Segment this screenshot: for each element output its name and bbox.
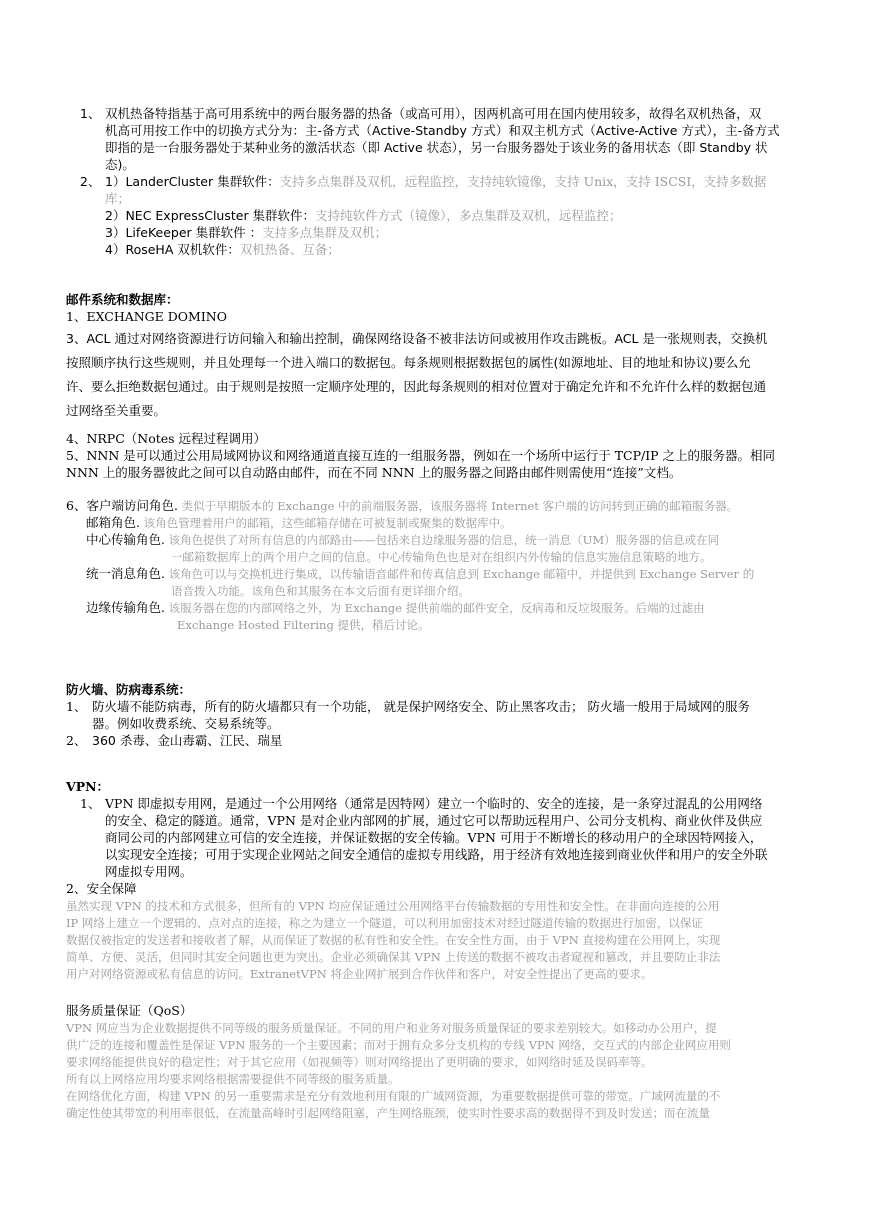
vpn-qos-line-6: 确定性使其带宽的利用率很低，在流量高峰时引起网络阻塞，产生网络瓶颈，使实时性要求高的数据得不到及时发送；而在流量	[66, 1106, 710, 1120]
vpn-security-line-3: 数据仅被指定的发送者和接收者了解，从而保证了数据的私有性和安全性。在安全性方面，由于 VPN 直接构建在公用网上，实现	[66, 933, 721, 947]
role-unified-messaging-name: 统一消息角色.	[86, 566, 165, 581]
vpn-security-line-2: IP 网络上建立一个逻辑的、点对点的连接，称之为建立一个隧道，可以利用加密技术对经过隧道传输的数据进行加密，以保证	[66, 916, 703, 930]
ha-item-1-line-3: 即指的是一台服务器处于某种业务的激活状态（即 Active 状态），另一台服务器处于该业务的备用状态（即 Standby 状	[105, 140, 768, 155]
cluster-software-1-name: 1）LanderCluster 集群软件：	[105, 174, 280, 189]
vpn-item-1-line-5: 网虚拟专用网。	[105, 864, 193, 879]
vpn-item-1-line-3: 商同公司的内部网建立可信的安全连接，并保证数据的安全传输。VPN 可用于不断增长的移动用户的全球因特网接入，	[105, 830, 763, 845]
role-mailbox-name: 邮箱角色.	[86, 515, 140, 530]
vpn-security-line-4: 简单、方便、灵活，但同时其安全问题也更为突出。企业必须确保其 VPN 上传送的数据不被攻击者窥视和篡改，并且要防止非法	[66, 950, 721, 964]
firewall-item-2-line-1: 360 杀毒、金山毒霸、江民、瑞星	[92, 733, 283, 748]
cluster-software-3	[105, 225, 387, 241]
cluster-software-4-name: 4）RoseHA 双机软件：	[105, 242, 240, 257]
cluster-software-1	[105, 174, 766, 190]
role-unified-messaging-desc-cont: 语音拨入功能。该角色和其服务在本文后面有更详细介绍。	[171, 584, 470, 598]
vpn-security-heading: 2、安全保障	[66, 881, 137, 896]
cluster-software-4	[105, 242, 340, 258]
ha-item-1-number: 1、	[80, 106, 101, 121]
vpn-item-1-line-4: 以实现安全连接；可用于实现企业网站之间安全通信的虚拟专用线路，用于经济有效地连接到商业伙伴和用户的安全外联	[105, 847, 768, 862]
role-client-access	[66, 498, 738, 514]
vpn-item-1-line-1: VPN 即虚拟专用网，是通过一个公用网络（通常是因特网）建立一个临时的、安全的连接，是一条穿过混乱的公用网络	[105, 796, 763, 811]
cluster-software-3-desc: 支持多点集群及双机；	[262, 225, 388, 240]
firewall-item-1-line-1: 防火墙不能防病毒，所有的防火墙都只有一个功能， 就是保护网络安全、防止黑客攻击； 防火墙一般用于局域网的服务	[92, 699, 750, 714]
nrpc-line: 4、NRPC（Notes 远程过程调用）	[66, 431, 267, 446]
vpn-qos-heading: 服务质量保证（QoS）	[66, 1003, 193, 1018]
acl-line-3: 许、要么拒绝数据包通过。由于规则是按照一定顺序处理的，因此每条规则的相对位置对于确定允许和不允许什么样的数据包通	[66, 379, 767, 394]
role-unified-messaging-desc: 该角色可以与交换机进行集成，以传输语音邮件和传真信息到 Exchange 邮箱中，并提供到 Exchange Server 的	[164, 567, 755, 581]
role-edge-transport-desc: 该服务器在您的内部网络之外，为 Exchange 提供前端的邮件安全，反病毒和反垃圾服务。后端的过滤由	[164, 601, 705, 615]
role-unified-messaging	[86, 566, 754, 582]
cluster-software-2-desc: 支持纯软件方式（镜像），多点集群及双机，远程监控；	[315, 208, 622, 223]
vpn-item-1-line-2: 的安全、稳定的隧道。通常，VPN 是对企业内部网的扩展，通过它可以帮助远程用户、公司分支机构、商业伙伴及供应	[105, 813, 763, 828]
role-hub-transport-desc-cont: 一邮箱数据库上的两个用户之间的信息。中心传输角色也是对在组织内外传输的信息实施信息策略的地方。	[171, 550, 712, 564]
ha-item-1-line-4: 态)。	[105, 157, 135, 172]
role-edge-transport-desc-cont: Exchange Hosted Filtering 提供，稍后讨论。	[177, 618, 430, 632]
acl-line-2: 按照顺序执行这些规则，并且处理每一个进入端口的数据包。每条规则根据数据包的属性(如源地址、目的地址和协议)要么允	[66, 355, 751, 370]
role-edge-transport	[86, 600, 705, 616]
cluster-software-3-name: 3）LifeKeeper 集群软件 ：	[105, 225, 263, 240]
ha-item-1-line-2: 机高可用按工作中的切换方式分为：主-备方式（Active-Standby 方式）和双主机方式（Active-Active 方式），主-备方式	[105, 123, 780, 138]
vpn-security-line-5: 用户对网络资源或私有信息的访问。ExtranetVPN 将企业网扩展到合作伙伴和客户，对安全性提出了更高的要求。	[66, 967, 653, 981]
role-hub-transport-desc: 该角色提供了对所有信息的内部路由——包括来自边缘服务器的信息，统一消息（UM）服务器的信息或在同	[164, 533, 720, 547]
role-hub-transport-name: 中心传输角色.	[86, 532, 165, 547]
firewall-item-1-number: 1、	[66, 699, 87, 714]
mail-systems-line: 1、EXCHANGE DOMINO	[66, 309, 227, 324]
mail-section-heading: 邮件系统和数据库：	[66, 292, 179, 307]
firewall-item-1-line-2: 器。例如收费系统、交易系统等。	[92, 716, 280, 731]
vpn-qos-line-1: VPN 网应当为企业数据提供不同等级的服务质量保证。不同的用户和业务对服务质量保证的要求差别较大。如移动办公用户，提	[66, 1021, 717, 1035]
cluster-software-2-name: 2）NEC ExpressCluster 集群软件：	[105, 208, 316, 223]
nnn-line-2: NNN 上的服务器彼此之间可以自动路由邮件，而在不同 NNN 上的服务器之间路由邮件则需使用“连接”文档。	[66, 465, 682, 480]
acl-line-4: 过网络至关重要。	[66, 403, 167, 418]
vpn-qos-line-5: 在网络优化方面，构建 VPN 的另一重要需求是充分有效地利用有限的广域网资源，为重要数据提供可靠的带宽。广域网流量的不	[66, 1089, 721, 1103]
role-edge-transport-name: 边缘传输角色.	[86, 600, 165, 615]
vpn-qos-line-3: 要求网络能提供良好的稳定性；对于其它应用（如视频等）则对网络提出了更明确的要求，如网络时延及误码率等。	[66, 1055, 653, 1069]
vpn-security-line-1: 虽然实现 VPN 的技术和方式很多，但所有的 VPN 均应保证通过公用网络平台传输数据的专用性和安全性。在非面向连接的公用	[66, 899, 720, 913]
vpn-qos-line-2: 供广泛的连接和覆盖性是保证 VPN 服务的一个主要因素；而对于拥有众多分支机构的专线 VPN 网络，交互式的内部企业网应用则	[66, 1038, 731, 1052]
firewall-section-heading: 防火墙、防病毒系统：	[66, 682, 192, 697]
acl-line-1: 3、ACL 通过对网络资源进行访问输入和输出控制，确保网络设备不被非法访问或被用作攻击跳板。ACL 是一张规则表，交换机	[66, 331, 768, 346]
role-hub-transport	[86, 532, 719, 548]
ha-item-1-line-1: 双机热备特指基于高可用系统中的两台服务器的热备（或高可用），因两机高可用在国内使用较多，故得名双机热备，双	[105, 106, 762, 121]
cluster-software-1-desc: 支持多点集群及双机，远程监控，支持纯软镜像，支持 Unix，支持 ISCSI，支持多数据	[279, 174, 767, 189]
role-mailbox	[86, 515, 512, 531]
role-client-access-name: 6、客户端访问角色.	[66, 498, 178, 513]
vpn-qos-line-4: 所有以上网络应用均要求网络根据需要提供不同等级的服务质量。	[66, 1072, 400, 1086]
role-client-access-desc: 类似于早期版本的 Exchange 中的前端服务器，该服务器将 Internet 客户端的访问转到正确的邮箱服务器。	[177, 499, 739, 513]
role-mailbox-desc: 该角色管理着用户的邮箱，这些邮箱存储在可被复制或聚集的数据库中。	[139, 516, 512, 530]
cluster-software-4-desc: 双机热备、互备；	[239, 242, 340, 257]
ha-item-2-number: 2、	[80, 174, 101, 189]
vpn-item-1-number: 1、	[80, 796, 101, 811]
cluster-software-2	[105, 208, 621, 224]
firewall-item-2-number: 2、	[66, 733, 87, 748]
vpn-section-heading: VPN：	[66, 779, 110, 794]
cluster-software-1-desc-cont: 库；	[105, 191, 131, 206]
nnn-line-1: 5、NNN 是可以通过公用局域网协议和网络通道直接互连的一组服务器，例如在一个场所中运行于 TCP/IP 之上的服务器。相同	[66, 448, 776, 463]
